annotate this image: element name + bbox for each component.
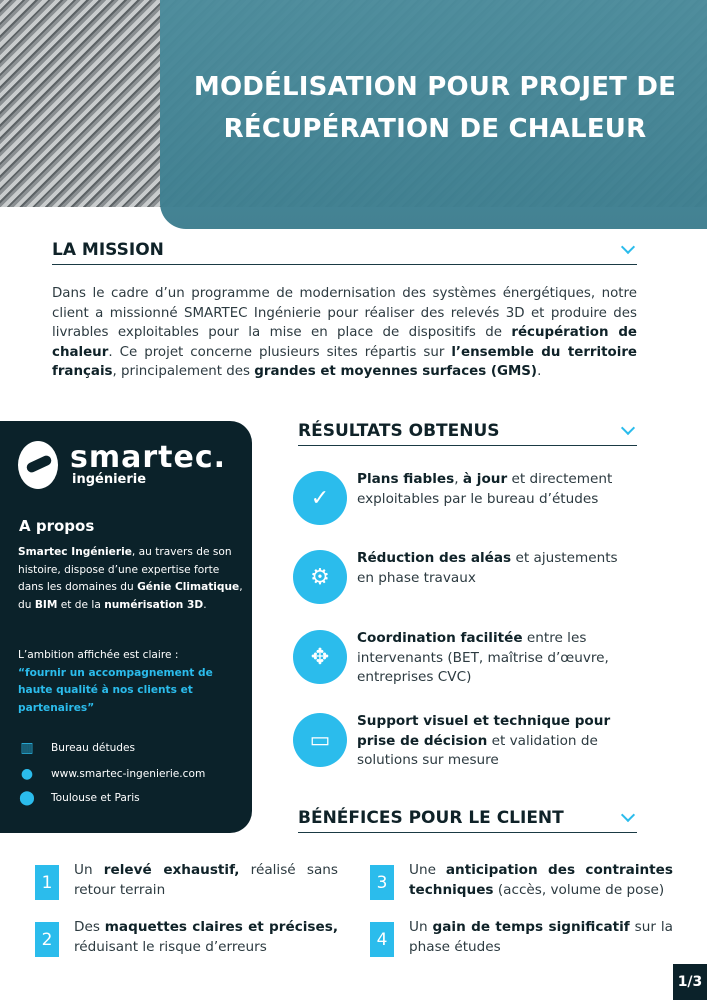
text-segment: réalisé sans retour terrain — [74, 862, 338, 898]
text-segment: , — [454, 471, 463, 487]
text-segment: Dans le cadre d’un programme de modernisation des systèmes énergétiques, notre client a missionné SMARTEC Ingénierie pour réaliser des relevés 3D et produire des livrables exploitables pour la mise en place de dispositifs de — [52, 286, 637, 340]
benefits-section-header[interactable] — [298, 808, 637, 833]
about-text — [18, 544, 243, 614]
benefit-number: 3 — [370, 865, 394, 900]
bold-text: numérisation 3D — [104, 598, 204, 611]
text-segment: . — [203, 598, 207, 611]
ambition-intro: L’ambition affichée est claire : — [18, 649, 179, 661]
benefit-text — [74, 861, 338, 900]
benefit-text — [74, 918, 338, 957]
bold-text: Réduction des aléas — [357, 550, 512, 566]
chevron-down-icon[interactable] — [621, 808, 635, 822]
text-segment: (accès, volume de pose) — [493, 881, 665, 898]
contact-website[interactable] — [18, 766, 205, 782]
bold-text: Coordination facilitée — [357, 630, 523, 646]
result-item — [293, 471, 637, 525]
mission-heading: LA MISSION — [52, 240, 164, 260]
benefit-item — [370, 918, 673, 957]
bold-text: Smartec Ingénierie — [18, 546, 132, 558]
bold-text: grandes et moyennes surfaces (GMS) — [254, 364, 538, 379]
text-segment: Une — [409, 862, 446, 878]
text-segment: et validation de solutions sur mesure — [357, 732, 598, 768]
text-segment: sur la phase études — [409, 919, 673, 955]
contact-office — [18, 740, 135, 756]
bold-text: Génie Climatique — [137, 581, 240, 593]
about-heading: A propos — [19, 517, 95, 535]
bold-text: à jour — [462, 471, 508, 487]
location-pin-icon: ⬤ — [19, 790, 35, 806]
results-heading: RÉSULTATS OBTENUS — [298, 421, 500, 441]
bold-text: récupération de chaleur — [52, 325, 637, 360]
bold-text: maquettes claires et précises, — [104, 919, 338, 935]
text-segment: et de la — [57, 598, 105, 611]
text-segment: , principalement des — [112, 364, 255, 379]
puzzle-icon: ✥ — [293, 630, 347, 684]
bold-text: l’ensemble du territoire français — [52, 344, 637, 379]
text-segment: , au travers de son histoire, dispose d’une expertise forte dans les domaines du — [18, 546, 232, 593]
text-segment: et ajustements en phase travaux — [357, 550, 618, 586]
text-segment: Un — [74, 862, 104, 878]
contact-label: Bureau détudes — [51, 742, 136, 754]
benefit-text — [409, 918, 673, 957]
result-item — [293, 630, 637, 688]
text-segment: , du — [18, 581, 243, 611]
monitor-tools-icon: ▭ — [293, 713, 347, 767]
contact-label: Toulouse et Paris — [51, 792, 140, 804]
shield-hands-icon: ✓ — [293, 471, 347, 525]
result-text — [357, 549, 637, 588]
logo-s-icon — [18, 441, 58, 489]
bold-text: relevé exhaustif, — [103, 862, 240, 878]
benefit-number: 2 — [35, 922, 59, 957]
text-segment: Un — [409, 919, 433, 935]
title-line-2: RÉCUPÉRATION DE CHALEUR — [223, 114, 647, 144]
benefit-item — [35, 861, 338, 900]
mission-text — [52, 284, 637, 382]
website-link[interactable]: www.smartec-ingenierie.com — [51, 768, 206, 780]
smartec-logo — [18, 441, 226, 489]
page-title — [175, 66, 695, 150]
mission-section-header[interactable] — [52, 240, 637, 265]
result-text — [357, 712, 637, 771]
text-segment: réduisant le risque d’erreurs — [74, 938, 267, 955]
page-number: 1/3 — [673, 964, 707, 1000]
text-segment: . — [537, 364, 542, 379]
results-section-header[interactable] — [298, 421, 637, 446]
text-segment: . Ce projet concerne plusieurs sites répartis sur — [108, 344, 452, 360]
logo-sub: ingénierie — [72, 472, 147, 487]
control-panel-icon: ⚙ — [293, 550, 347, 604]
globe-icon: ● — [20, 766, 34, 782]
bold-text: BIM — [34, 598, 58, 611]
benefits-heading: BÉNÉFICES POUR LE CLIENT — [298, 808, 564, 828]
result-text — [357, 629, 637, 688]
ambition-quote: “fournir un accompagnement de haute qualité à nos clients et partenaires” — [18, 666, 213, 714]
title-line-1: MODÉLISATION POUR PROJET DE — [193, 72, 677, 102]
text-segment: et directement exploitables par le bureau d’études — [357, 471, 613, 507]
benefit-item — [35, 918, 338, 957]
about-sidebar — [0, 421, 252, 833]
ambition-text — [18, 647, 243, 717]
chevron-down-icon[interactable] — [621, 240, 635, 254]
contact-location — [18, 790, 140, 806]
text-segment: Des — [74, 919, 105, 935]
bold-text: Support visuel et technique pour prise de décision — [357, 713, 611, 749]
logo-word: smartec. — [70, 440, 227, 475]
bold-text: gain de temps significatif — [432, 919, 630, 935]
text-segment: entre les intervenants (BET, maîtrise d’œuvre, entreprises CVC) — [357, 630, 609, 685]
result-item — [293, 713, 637, 771]
chevron-down-icon[interactable] — [621, 421, 635, 435]
benefit-text — [409, 861, 673, 900]
benefit-number: 1 — [35, 865, 59, 900]
building-icon: ▥ — [20, 740, 34, 756]
benefit-item — [370, 861, 673, 900]
bold-text: Plans fiables — [357, 471, 455, 487]
bold-text: anticipation des contraintes techniques — [409, 862, 673, 898]
result-text — [357, 470, 637, 509]
benefit-number: 4 — [370, 922, 394, 957]
result-item — [293, 550, 637, 604]
